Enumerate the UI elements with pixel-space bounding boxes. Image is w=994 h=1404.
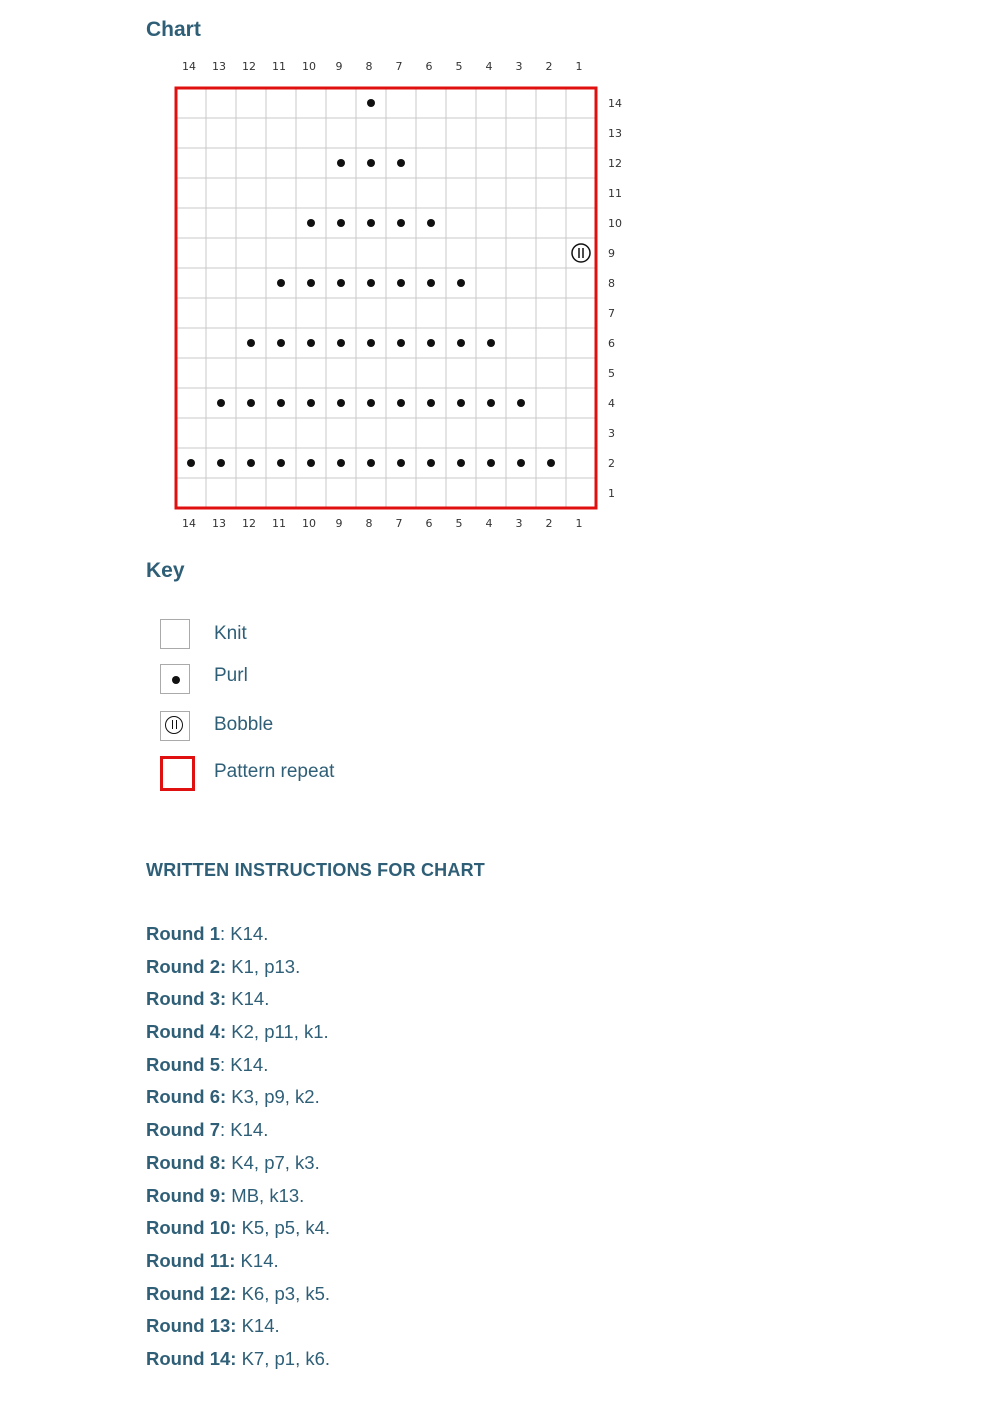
- column-number-label: 3: [515, 517, 523, 530]
- purl-dot: [397, 339, 405, 347]
- round-label: Round 14:: [146, 1347, 237, 1369]
- column-number-label: 13: [212, 517, 226, 530]
- round-instructions-list: [146, 923, 330, 1381]
- round-instruction: [146, 956, 330, 989]
- round-label: Round 1: [146, 923, 220, 944]
- row-number-label: 13: [608, 127, 622, 140]
- purl-dot: [277, 339, 285, 347]
- purl-dot: [337, 159, 345, 167]
- row-number-label: 4: [608, 397, 615, 410]
- purl-dot: [367, 459, 375, 467]
- purl-dot: [337, 399, 345, 407]
- purl-dot: [427, 219, 435, 227]
- chart-title: Chart: [146, 18, 201, 41]
- round-instruction: [146, 1348, 330, 1381]
- round-label: Round 5: [146, 1053, 220, 1075]
- round-instruction: [146, 1119, 330, 1152]
- purl-dot: [307, 459, 315, 467]
- round-label: Round 4:: [146, 1021, 227, 1043]
- purl-dot: [337, 279, 345, 287]
- round-instruction: [146, 1185, 330, 1218]
- round-text: K1, p13.: [226, 955, 301, 977]
- round-label: Round 8:: [146, 1151, 227, 1173]
- purl-dot: [367, 99, 375, 107]
- row-number-label: 11: [608, 187, 622, 200]
- purl-dot: [307, 339, 315, 347]
- purl-dot: [277, 399, 285, 407]
- round-label: Round 11:: [146, 1249, 236, 1271]
- purl-dot: [397, 459, 405, 467]
- round-text: : K14.: [220, 1119, 269, 1141]
- column-number-label: 10: [302, 60, 316, 73]
- column-number-label: 5: [455, 517, 463, 530]
- key-label-knit: Knit: [214, 623, 247, 644]
- column-number-label: 7: [395, 60, 403, 73]
- purl-dot: [487, 459, 495, 467]
- key-label-purl: Purl: [214, 665, 248, 686]
- round-instruction: [146, 1315, 330, 1348]
- round-instruction: [146, 1217, 330, 1250]
- round-label: Round 7: [146, 1119, 220, 1141]
- row-number-label: 1: [608, 487, 615, 500]
- round-label: Round 6:: [146, 1086, 227, 1108]
- purl-dot: [457, 279, 465, 287]
- round-text: K5, p5, k4.: [236, 1217, 331, 1239]
- purl-dot: [337, 459, 345, 467]
- purl-dot: [427, 399, 435, 407]
- round-instruction: [146, 1283, 330, 1316]
- purl-dot: [457, 339, 465, 347]
- row-number-label: 5: [608, 367, 615, 380]
- column-number-label: 8: [365, 60, 373, 73]
- purl-dot: [547, 459, 555, 467]
- key-title: Key: [146, 559, 185, 582]
- purl-dot: [427, 339, 435, 347]
- round-text: K3, p9, k2.: [226, 1086, 320, 1108]
- round-text: K14.: [226, 988, 270, 1010]
- purl-dot: [457, 399, 465, 407]
- bobble-symbol-icon: [160, 711, 190, 741]
- row-number-label: 2: [608, 457, 615, 470]
- row-number-label: 9: [608, 247, 615, 260]
- column-number-label: 12: [242, 60, 256, 73]
- column-number-label: 7: [395, 517, 403, 530]
- column-number-label: 6: [425, 60, 433, 73]
- round-instruction: [146, 1152, 330, 1185]
- column-number-label: 14: [182, 60, 196, 73]
- round-label: Round 2:: [146, 955, 227, 977]
- row-number-label: 6: [608, 337, 615, 350]
- round-text: K7, p1, k6.: [236, 1347, 331, 1369]
- purl-dot: [487, 399, 495, 407]
- purl-symbol-icon: [160, 664, 190, 694]
- purl-dot: [307, 399, 315, 407]
- column-number-label: 8: [365, 517, 373, 530]
- column-number-label: 5: [455, 60, 463, 73]
- knitting-chart: [0, 0, 994, 545]
- round-label: Round 10:: [146, 1217, 237, 1239]
- round-text: K6, p3, k5.: [236, 1282, 331, 1304]
- row-number-label: 8: [608, 277, 615, 290]
- key-label-pattern-repeat: Pattern repeat: [214, 761, 335, 782]
- round-instruction: [146, 1021, 330, 1054]
- column-number-label: 11: [272, 517, 286, 530]
- round-text: MB, k13.: [226, 1184, 305, 1206]
- column-number-label: 14: [182, 517, 196, 530]
- row-number-label: 14: [608, 97, 622, 110]
- purl-dot: [187, 459, 195, 467]
- column-number-label: 9: [335, 60, 343, 73]
- bobble-symbol: [572, 244, 590, 262]
- purl-dot: [487, 339, 495, 347]
- purl-dot: [397, 219, 405, 227]
- purl-dot: [307, 279, 315, 287]
- purl-dot: [517, 399, 525, 407]
- round-text: K2, p11, k1.: [226, 1021, 329, 1043]
- round-text: K4, p7, k3.: [226, 1151, 320, 1173]
- column-number-label: 11: [272, 60, 286, 73]
- purl-dot: [337, 339, 345, 347]
- purl-dot: [427, 459, 435, 467]
- column-number-label: 4: [485, 60, 493, 73]
- purl-dot: [277, 279, 285, 287]
- purl-dot: [367, 399, 375, 407]
- purl-dot: [397, 159, 405, 167]
- column-number-label: 1: [575, 517, 583, 530]
- round-instruction: [146, 923, 330, 956]
- column-number-label: 13: [212, 60, 226, 73]
- knit-symbol-icon: [160, 619, 190, 649]
- round-text: K14.: [235, 1249, 279, 1271]
- round-instruction: [146, 988, 330, 1021]
- purl-dot: [367, 339, 375, 347]
- round-instruction: [146, 1250, 330, 1283]
- column-number-label: 3: [515, 60, 523, 73]
- purl-dot: [277, 459, 285, 467]
- round-text: : K14.: [220, 923, 269, 944]
- column-number-label: 10: [302, 517, 316, 530]
- column-number-label: 6: [425, 517, 433, 530]
- key-label-bobble: Bobble: [214, 714, 274, 735]
- purl-dot: [427, 279, 435, 287]
- row-number-label: 7: [608, 307, 615, 320]
- column-number-label: 2: [545, 60, 553, 73]
- purl-dot: [397, 399, 405, 407]
- round-instruction: [146, 1054, 330, 1087]
- round-label: Round 3:: [146, 988, 227, 1010]
- round-label: Round 13:: [146, 1315, 237, 1337]
- purl-dot: [217, 459, 225, 467]
- column-number-label: 4: [485, 517, 493, 530]
- purl-dot: [397, 279, 405, 287]
- purl-dot: [367, 279, 375, 287]
- column-number-label: 9: [335, 517, 343, 530]
- purl-dot: [517, 459, 525, 467]
- purl-dot: [247, 339, 255, 347]
- column-number-label: 2: [545, 517, 553, 530]
- row-number-label: 12: [608, 157, 622, 170]
- purl-dot: [337, 219, 345, 227]
- purl-dot: [247, 459, 255, 467]
- round-text: : K14.: [220, 1053, 269, 1075]
- purl-dot: [217, 399, 225, 407]
- round-label: Round 12:: [146, 1282, 237, 1304]
- row-number-label: 3: [608, 427, 615, 440]
- round-label: Round 9:: [146, 1184, 227, 1206]
- round-instruction: [146, 1086, 330, 1119]
- column-number-label: 12: [242, 517, 256, 530]
- purl-dot: [457, 459, 465, 467]
- purl-dot: [367, 159, 375, 167]
- instructions-title: WRITTEN INSTRUCTIONS FOR CHART: [146, 860, 485, 880]
- purl-dot: [247, 399, 255, 407]
- row-number-label: 10: [608, 217, 622, 230]
- pattern-repeat-symbol-icon: [160, 756, 195, 791]
- purl-dot: [307, 219, 315, 227]
- round-text: K14.: [236, 1315, 280, 1337]
- column-number-label: 1: [575, 60, 583, 73]
- purl-dot: [367, 219, 375, 227]
